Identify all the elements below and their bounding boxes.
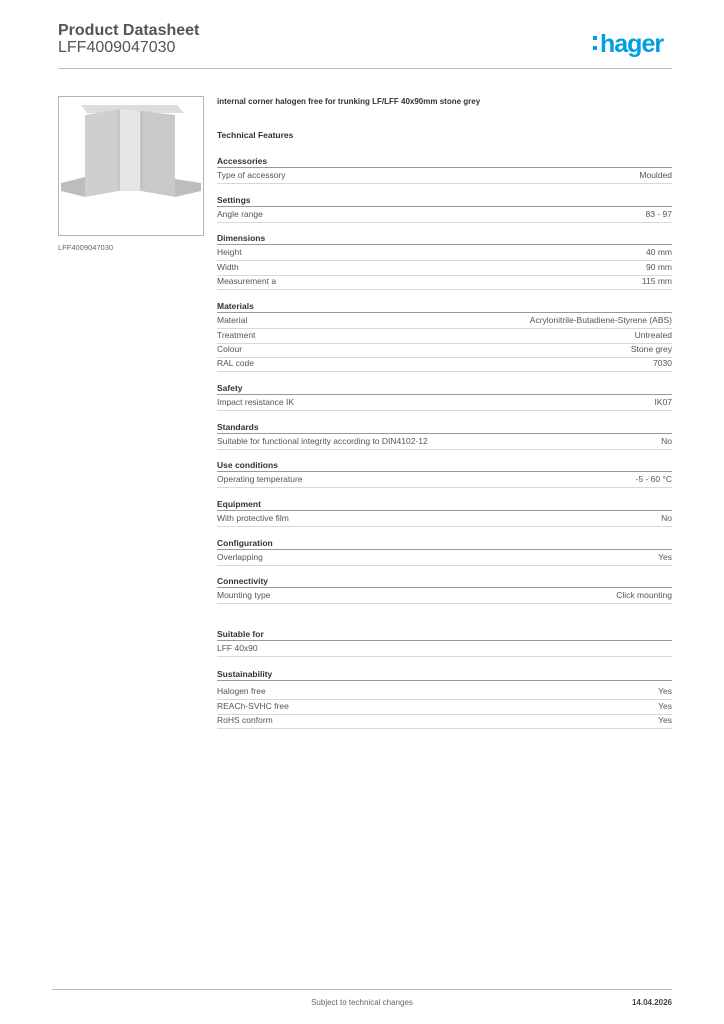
hager-logo: hager — [600, 30, 664, 58]
spec-label: Type of accessory — [217, 170, 286, 180]
spec-label: Material — [217, 315, 248, 325]
page-title: Product Datasheet — [58, 22, 200, 39]
spec-label: Operating temperature — [217, 474, 303, 484]
section-title-equipment: Equipment — [217, 499, 672, 511]
spec-row — [217, 512, 672, 527]
spec-label: REACh-SVHC free — [217, 701, 289, 711]
header-divider — [58, 68, 672, 69]
spec-value: No — [661, 513, 672, 523]
spec-row — [217, 589, 672, 604]
footer-date: 14.04.2026 — [631, 998, 672, 1007]
spec-row — [217, 246, 672, 261]
section-title-dimensions: Dimensions — [217, 233, 672, 245]
section-title-suitable-for: Suitable for — [217, 629, 672, 641]
spec-value: Moulded — [639, 170, 672, 180]
spec-label: RoHS conform — [217, 715, 273, 725]
spec-label: Mounting type — [217, 590, 271, 600]
spec-value: IK07 — [654, 397, 672, 407]
section-title-settings: Settings — [217, 195, 672, 207]
section-title-use-conditions: Use conditions — [217, 460, 672, 472]
spec-row — [217, 314, 672, 329]
spec-value: 90 mm — [646, 262, 672, 272]
section-title-sustainability: Sustainability — [217, 669, 672, 681]
spec-row — [217, 700, 672, 715]
spec-label: Treatment — [217, 330, 256, 340]
spec-value: 40 mm — [646, 247, 672, 257]
section-title-accessories: Accessories — [217, 156, 672, 168]
spec-value: Yes — [658, 686, 672, 696]
section-title-configuration: Configuration — [217, 538, 672, 550]
spec-value: Untreated — [634, 330, 672, 340]
spec-label: RAL code — [217, 358, 255, 368]
spec-row — [217, 275, 672, 290]
spec-label: Halogen free — [217, 686, 266, 696]
logo-colon-icon — [593, 36, 598, 52]
spec-row — [217, 208, 672, 223]
section-title-safety: Safety — [217, 383, 672, 395]
spec-value: Yes — [658, 701, 672, 711]
spec-label: Height — [217, 247, 242, 257]
spec-value: 115 mm — [641, 276, 672, 286]
technical-features-title: Technical Features — [217, 130, 294, 140]
spec-row — [217, 396, 672, 411]
product-reference: LFF4009047030 — [58, 39, 176, 56]
section-title-standards: Standards — [217, 422, 672, 434]
product-image — [58, 96, 204, 236]
spec-row — [217, 435, 672, 450]
spec-row — [217, 357, 672, 372]
footer-note: Subject to technical changes — [311, 998, 413, 1007]
spec-label: Colour — [217, 344, 243, 354]
spec-label: Measurement a — [217, 276, 277, 286]
spec-label: Width — [217, 262, 239, 272]
spec-label: Overlapping — [217, 552, 263, 562]
spec-label: LFF 40x90 — [217, 643, 258, 653]
spec-label: Suitable for functional integrity according to DIN4102-12 — [217, 436, 428, 446]
spec-row — [217, 642, 672, 657]
product-description: internal corner halogen free for trunking LF/LFF 40x90mm stone grey — [217, 97, 481, 106]
image-caption: LFF4009047030 — [58, 243, 114, 252]
spec-row — [217, 343, 672, 358]
spec-value: Yes — [658, 715, 672, 725]
spec-value: No — [661, 436, 672, 446]
spec-value: -5 - 60 °C — [635, 474, 672, 484]
spec-value: Click mounting — [616, 590, 672, 600]
spec-value: Stone grey — [630, 344, 672, 354]
spec-label: With protective film — [217, 513, 289, 523]
spec-value: 83 - 97 — [645, 209, 672, 219]
spec-row — [217, 169, 672, 184]
spec-value: Acrylonitrile-Butadiene-Styrene (ABS) — [529, 315, 672, 325]
corner-trunking-icon — [59, 97, 203, 235]
spec-label: Angle range — [217, 209, 263, 219]
spec-label: Impact resistance IK — [217, 397, 295, 407]
spec-row — [217, 473, 672, 488]
spec-row — [217, 551, 672, 566]
spec-row — [217, 261, 672, 276]
section-title-materials: Materials — [217, 301, 672, 313]
spec-value: 7030 — [653, 358, 672, 368]
spec-row — [217, 714, 672, 729]
spec-row — [217, 685, 672, 700]
section-title-connectivity: Connectivity — [217, 576, 672, 588]
spec-value: Yes — [658, 552, 672, 562]
footer-divider — [52, 989, 672, 990]
spec-row — [217, 329, 672, 344]
